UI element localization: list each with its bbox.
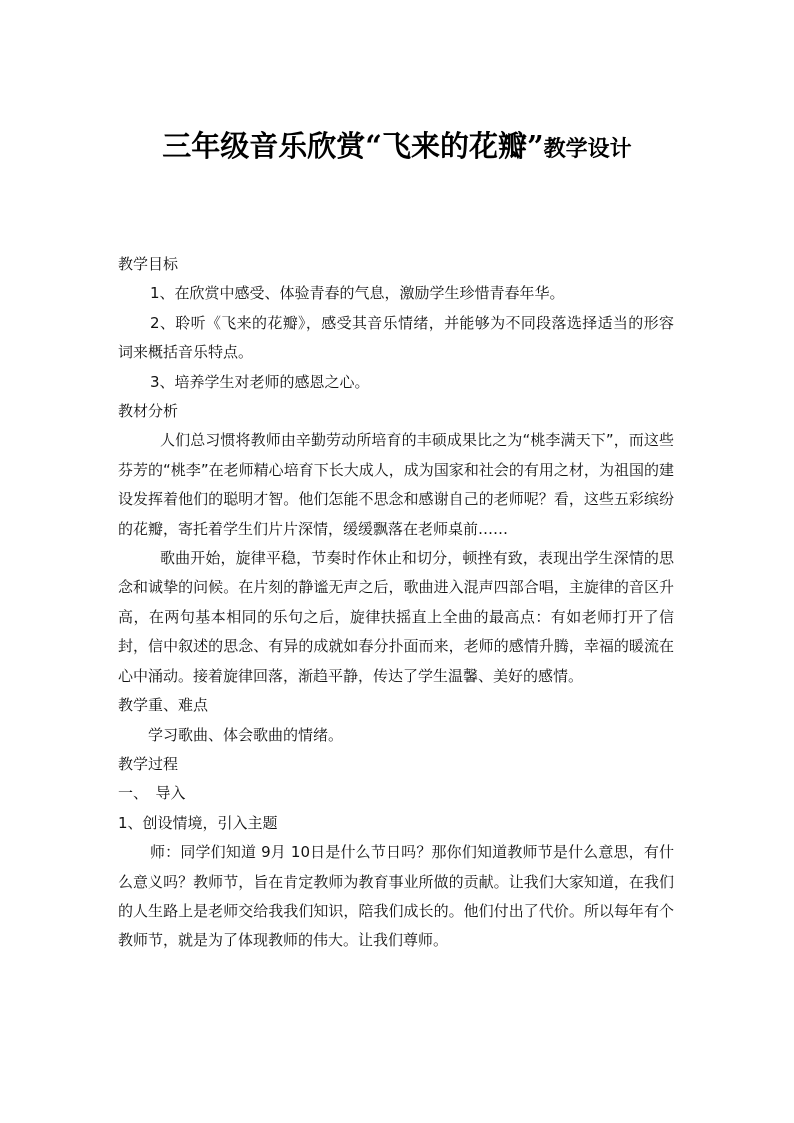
title-main: 三年级音乐欣赏“飞来的花瓣”	[162, 129, 544, 163]
process-sub-1: 1、创设情境，引入主题	[118, 813, 278, 832]
document-title	[0, 124, 794, 173]
heading-analysis: 教材分析	[118, 402, 179, 421]
heading-process: 教学过程	[118, 754, 179, 773]
heading-key-points: 教学重、难点	[118, 696, 209, 715]
title-tail: 教学设计	[543, 136, 632, 162]
goal-item-2: 2、聆听《飞来的花瓣》，感受其音乐情绪，并能够为不同段落选择适当的形容词来概括音乐特点。	[118, 313, 674, 362]
analysis-paragraph-1: 人们总习惯将教师由辛勤劳动所培育的丰硕成果比之为“桃李满天下”，而这些芬芳的“桃李”在老师精心培育下长大成人，成为国家和社会的有用之材，为祖国的建设发挥着他们的聪明才智。他们怎能不思念和感谢自己的老师呢？看，这些五彩缤纷的花瓣，寄托着学生们片片深情，缓缓飘落在老师桌前……	[118, 431, 674, 538]
document-body	[118, 250, 674, 956]
goal-item-3: 3、培养学生对老师的感恩之心。	[150, 372, 370, 391]
teacher-dialogue: 师：同学们知道 9月 10日是什么节日吗？那你们知道教师节是什么意思，有什么意义吗？教师节，旨在肯定教师为教育事业所做的贡献。让我们大家知道，在我们的人生路上是老师交给我我们知识，陪我们成长的。他们付出了代价。所以每年有个教师节，就是为了体现教师的伟大。让我们尊师。	[118, 843, 674, 950]
goal-item-1: 1、在欣赏中感受、体验青春的气息，激励学生珍惜青春年华。	[150, 284, 565, 303]
heading-goals: 教学目标	[118, 255, 179, 273]
process-step-1: 一、 导入	[118, 784, 186, 803]
analysis-paragraph-2: 歌曲开始，旋律平稳，节奏时作休止和切分，顿挫有致，表现出学生深情的思念和诚挚的问候。在片刻的静谧无声之后，歌曲进入混声四部合唱，主旋律的音区升高，在两句基本相同的乐句之后，旋律扶摇直上全曲的最高点：有如老师打开了信封，信中叙述的思念、有异的成就如春分扑面而来，老师的感情升腾，幸福的暖流在心中涌动。接着旋律回落，渐趋平静，传达了学生温馨、美好的感情。	[118, 549, 674, 685]
key-points-text: 学习歌曲、体会歌曲的情绪。	[148, 725, 344, 744]
